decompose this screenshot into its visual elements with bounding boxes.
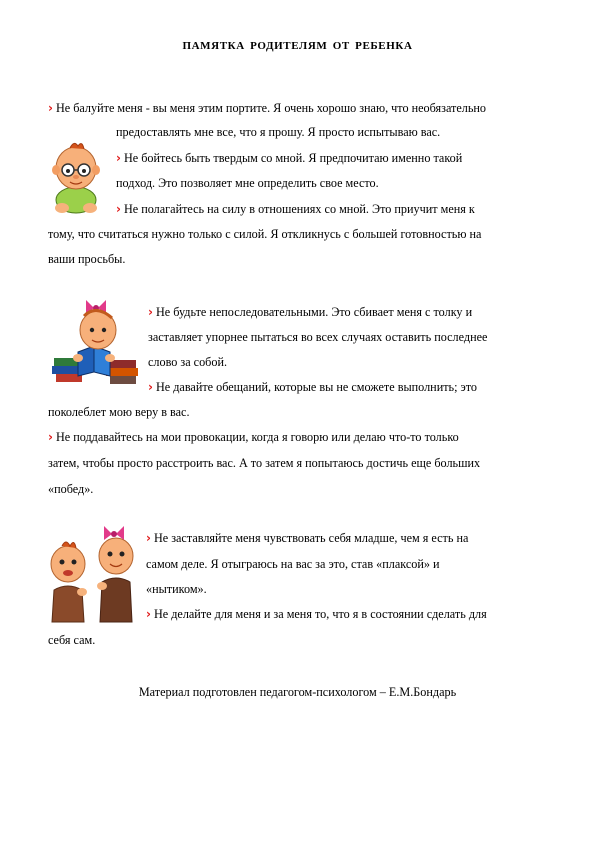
list-item-continuation: самом деле. Я отыграюсь на вас за это, став «плаксой» и	[146, 557, 440, 571]
list-item: › Не заставляйте меня чувствовать себя младше, чем я есть на	[146, 531, 469, 545]
bullet-arrow-icon: ›	[48, 101, 53, 115]
bullet-arrow-icon: ›	[48, 430, 53, 444]
list-item: › Не бойтесь быть твердым со мной. Я предпочитаю именно такой	[116, 151, 463, 165]
footer-credit: Материал подготовлен педагогом-психологом – Е.М.Бондарь	[138, 685, 457, 699]
list-item-continuation: себя сам.	[48, 633, 96, 647]
list-item: › Не балуйте меня - вы меня этим портите. Я очень хорошо знаю, что необязательно	[48, 101, 487, 115]
list-item-continuation: ваши просьбы.	[48, 252, 126, 266]
list-item: › Не полагайтесь на силу в отношениях со мной. Это приучит меня к	[116, 202, 475, 216]
list-item: › Не будьте непоследовательными. Это сбивает меня с толку и	[148, 305, 473, 319]
bullet-arrow-icon: ›	[148, 305, 153, 319]
page-title: ПАМЯТКА РОДИТЕЛЯМ ОТ РЕБЕНКА	[182, 40, 413, 52]
list-item-continuation: слово за собой.	[148, 355, 228, 369]
list-item: › Не делайте для меня и за меня то, что я в состоянии сделать для	[146, 607, 487, 621]
baby-with-glasses-icon	[46, 140, 106, 216]
list-item: › Не поддавайтесь на мои провокации, когда я говорю или делаю что-то только	[48, 430, 459, 444]
list-item-continuation: заставляет упорнее пытаться во всех случаях оставить последнее	[148, 330, 488, 344]
list-item: › Не давайте обещаний, которые вы не сможете выполнить; это	[148, 380, 478, 394]
bullet-arrow-icon: ›	[146, 531, 151, 545]
girl-with-books-icon	[48, 296, 142, 388]
bullet-arrow-icon: ›	[148, 380, 153, 394]
list-item-continuation: затем, чтобы просто расстроить вас. А то затем я попытаюсь достичь еще больших	[48, 456, 481, 470]
bullet-arrow-icon: ›	[116, 202, 121, 216]
two-babies-icon	[46, 520, 140, 624]
list-item-continuation: «нытиком».	[146, 582, 207, 596]
list-item-continuation: «побед».	[48, 482, 94, 496]
list-item-continuation: поколеблет мою веру в вас.	[48, 405, 190, 419]
list-item-continuation: подход. Это позволяет мне определить свое место.	[116, 176, 379, 190]
bullet-arrow-icon: ›	[116, 151, 121, 165]
bullet-arrow-icon: ›	[146, 607, 151, 621]
list-item-continuation: предоставлять мне все, что я прошу. Я просто испытываю вас.	[116, 125, 441, 139]
list-item-continuation: тому, что считаться нужно только с силой. Я откликнусь с большей готовностью на	[48, 227, 482, 241]
